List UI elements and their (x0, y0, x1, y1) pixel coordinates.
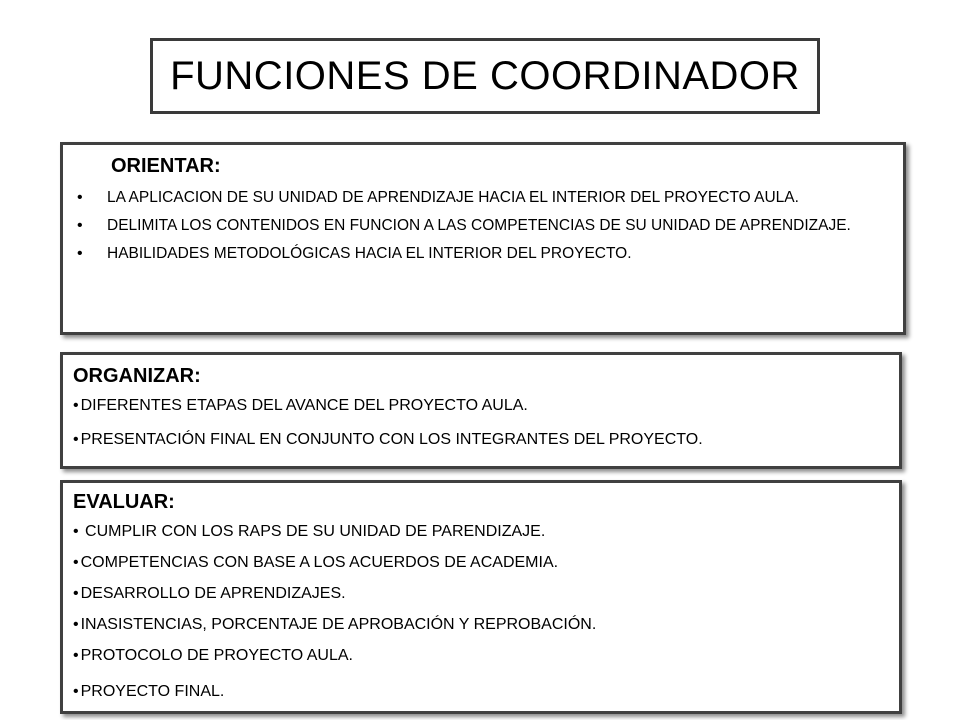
bullet-icon: • (73, 523, 79, 540)
list-item-text: PROYECTO FINAL. (80, 683, 225, 700)
bullet-icon: • (77, 245, 83, 262)
list-item-text: DELIMITA LOS CONTENIDOS EN FUNCION A LAS COMPETENCIAS DE SU UNIDAD DE APRENDIZAJE. (107, 217, 851, 234)
list-item (73, 584, 889, 604)
bullet-icon: • (73, 585, 79, 602)
bullet-icon: • (73, 616, 79, 633)
organizar-list (73, 396, 889, 450)
list-item (77, 216, 873, 235)
list-item (73, 615, 889, 635)
list-item (77, 188, 873, 207)
list-item-text: CUMPLIR CON LOS RAPS DE SU UNIDAD DE PARENDIZAJE. (80, 523, 546, 540)
evaluar-section (60, 480, 902, 714)
evaluar-list (73, 522, 889, 702)
orientar-list (77, 188, 873, 263)
bullet-icon: • (77, 189, 83, 206)
bullet-icon: • (73, 431, 79, 448)
list-item (77, 244, 873, 263)
list-item (73, 553, 889, 573)
list-item (73, 396, 889, 416)
title-box (150, 38, 820, 114)
bullet-icon: • (77, 217, 83, 234)
list-item-text: DIFERENTES ETAPAS DEL AVANCE DEL PROYECTO AULA. (80, 397, 528, 414)
list-item-text: HABILIDADES METODOLÓGICAS HACIA EL INTERIOR DEL PROYECTO. (107, 245, 632, 262)
list-item (73, 430, 889, 450)
list-item (73, 682, 889, 702)
page-title: FUNCIONES DE COORDINADOR (170, 53, 800, 98)
list-item-text: PRESENTACIÓN FINAL EN CONJUNTO CON LOS INTEGRANTES DEL PROYECTO. (80, 431, 703, 448)
list-item (73, 522, 889, 542)
list-item-text: COMPETENCIAS CON BASE A LOS ACUERDOS DE ACADEMIA. (80, 554, 559, 571)
list-item-text: LA APLICACION DE SU UNIDAD DE APRENDIZAJE HACIA EL INTERIOR DEL PROYECTO AULA. (107, 189, 799, 206)
bullet-icon: • (73, 397, 79, 414)
list-item-text: DESARROLLO DE APRENDIZAJES. (80, 585, 346, 602)
list-item-text: INASISTENCIAS, PORCENTAJE DE APROBACIÓN Y REPROBACIÓN. (80, 616, 597, 633)
list-item (73, 646, 889, 666)
evaluar-heading: EVALUAR: (73, 491, 175, 513)
bullet-icon: • (73, 683, 79, 700)
list-item-text: PROTOCOLO DE PROYECTO AULA. (80, 647, 353, 664)
bullet-icon: • (73, 647, 79, 664)
orientar-section (60, 142, 906, 335)
organizar-section (60, 352, 902, 469)
orientar-heading: ORIENTAR: (111, 155, 221, 177)
bullet-icon: • (73, 554, 79, 571)
organizar-heading: ORGANIZAR: (73, 365, 201, 387)
